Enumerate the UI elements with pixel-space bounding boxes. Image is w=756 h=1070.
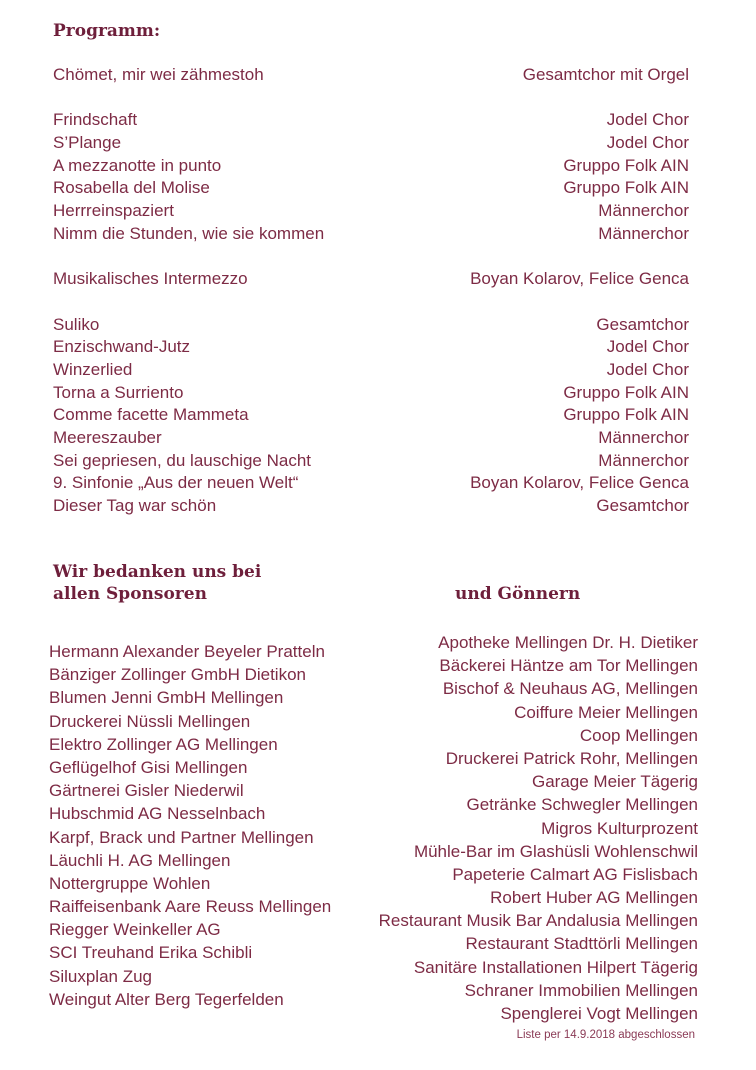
sponsor-item: Raiffeisenbank Aare Reuss Mellingen — [49, 897, 332, 917]
sponsor-item: Nottergruppe Wohlen — [49, 873, 211, 893]
program-row — [53, 450, 689, 473]
program-performer: Gesamtchor mit Orgel — [522, 65, 689, 84]
patrons-heading: und Gönnern — [455, 584, 581, 604]
program-title: Herrreinspaziert — [53, 201, 174, 221]
sponsor-item: Druckerei Nüssli Mellingen — [49, 711, 251, 731]
program-row — [53, 64, 689, 87]
program-group-gap — [53, 246, 689, 269]
sponsor-item: Elektro Zollinger AG Mellingen — [49, 734, 278, 754]
program-row — [53, 472, 689, 495]
program-title: Winzerlied — [53, 359, 133, 379]
program-performer: Gesamtchor — [596, 496, 689, 516]
program-row — [53, 359, 689, 382]
sponsor-item: Hermann Alexander Beyeler Pratteln — [49, 642, 325, 661]
program-row — [53, 314, 689, 337]
sponsor-item: Siluxplan Zug — [49, 966, 153, 986]
program-row — [53, 109, 689, 132]
patron-item: Druckerei Patrick Rohr, Mellingen — [445, 748, 698, 768]
program-performer: Boyan Kolarov, Felice Genca — [470, 269, 689, 289]
sponsor-item: Bänziger Zollinger GmbH Dietikon — [49, 665, 306, 685]
sponsor-item: Riegger Weinkeller AG — [49, 920, 221, 940]
program-row — [53, 382, 689, 405]
patron-item: Restaurant Musik Bar Andalusia Mellingen — [378, 911, 698, 931]
program-row — [53, 427, 689, 450]
sponsor-item: Läuchli H. AG Mellingen — [49, 850, 231, 870]
program-list — [53, 64, 689, 518]
program-performer: Männerchor — [598, 428, 689, 447]
sponsor-item: Gärtnerei Gisler Niederwil — [49, 781, 244, 801]
sponsor-item: Weingut Alter Berg Tegerfelden — [49, 989, 284, 1009]
program-row — [53, 177, 689, 200]
program-title: Suliko — [53, 314, 100, 334]
program-performer: Boyan Kolarov, Felice Genca — [470, 473, 689, 493]
patron-list — [379, 631, 698, 1025]
sponsor-list — [49, 640, 331, 1011]
program-performer: Gruppo Folk AIN — [563, 405, 689, 425]
program-performer: Männerchor — [598, 223, 689, 243]
patron-item: Getränke Schwegler Mellingen — [466, 795, 698, 815]
patron-item: Apotheke Mellingen Dr. H. Dietiker — [438, 633, 698, 652]
program-row — [53, 495, 689, 518]
program-performer: Jodel Chor — [606, 359, 689, 379]
patron-item: Coiffure Meier Mellingen — [514, 702, 698, 722]
program-row — [53, 200, 689, 223]
program-title: 9. Sinfonie „Aus der neuen Welt“ — [53, 473, 299, 493]
programm-heading: Programm: — [53, 21, 161, 41]
list-closed-note: Liste per 14.9.2018 abgeschlossen — [516, 1029, 695, 1041]
sponsor-item: Blumen Jenni GmbH Mellingen — [49, 688, 284, 708]
patron-item: Sanitäre Installationen Hilpert Tägerig — [413, 957, 698, 977]
patron-item: Migros Kulturprozent — [541, 818, 698, 838]
sponsor-item: Geflügelhof Gisi Mellingen — [49, 757, 248, 777]
patron-item: Garage Meier Tägerig — [532, 772, 698, 792]
program-performer: Männerchor — [598, 201, 689, 221]
program-title: A mezzanotte in punto — [53, 155, 222, 175]
program-row — [53, 336, 689, 359]
sponsor-item: SCI Treuhand Erika Schibli — [49, 943, 253, 963]
sponsors-heading — [53, 561, 261, 605]
sponsors-heading-line1: Wir bedanken uns bei — [53, 562, 262, 582]
patron-item: Mühle-Bar im Glashüsli Wohlenschwil — [413, 841, 698, 861]
program-title: Comme facette Mammeta — [53, 405, 249, 425]
program-title: Meereszauber — [53, 428, 162, 447]
program-title: S’Plange — [53, 133, 122, 153]
program-performer: Jodel Chor — [606, 337, 689, 357]
program-performer: Gruppo Folk AIN — [563, 178, 689, 198]
program-performer: Männerchor — [598, 450, 689, 470]
program-row — [53, 268, 689, 291]
program-title: Musikalisches Intermezzo — [53, 269, 248, 289]
patron-item: Spenglerei Vogt Mellingen — [500, 1004, 698, 1023]
patron-item: Coop Mellingen — [579, 725, 698, 745]
patron-item: Restaurant Stadttörli Mellingen — [465, 934, 698, 954]
program-title: Enzischwand-Jutz — [53, 337, 191, 357]
patron-item: Schraner Immobilien Mellingen — [464, 980, 698, 1000]
program-group-gap — [53, 291, 689, 314]
sponsor-item: Karpf, Brack und Partner Mellingen — [49, 827, 314, 847]
program-title: Frindschaft — [53, 110, 138, 130]
program-performer: Jodel Chor — [606, 133, 689, 153]
program-title: Dieser Tag war schön — [53, 496, 217, 516]
patron-item: Bäckerei Häntze am Tor Mellingen — [439, 656, 698, 676]
program-row — [53, 155, 689, 178]
program-row — [53, 223, 689, 246]
program-group-gap — [53, 87, 689, 110]
program-row — [53, 132, 689, 155]
program-title: Nimm die Stunden, wie sie kommen — [53, 223, 325, 243]
program-performer: Jodel Chor — [606, 110, 689, 130]
program-title: Torna a Surriento — [53, 382, 184, 402]
sponsor-item: Hubschmid AG Nesselnbach — [49, 804, 266, 824]
program-performer: Gesamtchor — [596, 314, 689, 334]
program-title: Chömet, mir wei zähmestoh — [53, 65, 264, 84]
program-title: Sei gepriesen, du lauschige Nacht — [53, 450, 311, 470]
sponsors-heading-line2: allen Sponsoren — [53, 584, 207, 604]
patron-item: Bischof & Neuhaus AG, Mellingen — [442, 679, 698, 699]
patron-item: Robert Huber AG Mellingen — [490, 888, 698, 908]
patron-item: Papeterie Calmart AG Fislisbach — [452, 864, 698, 884]
program-title: Rosabella del Molise — [53, 178, 210, 198]
program-row — [53, 404, 689, 427]
program-performer: Gruppo Folk AIN — [563, 382, 689, 402]
program-performer: Gruppo Folk AIN — [563, 155, 689, 175]
